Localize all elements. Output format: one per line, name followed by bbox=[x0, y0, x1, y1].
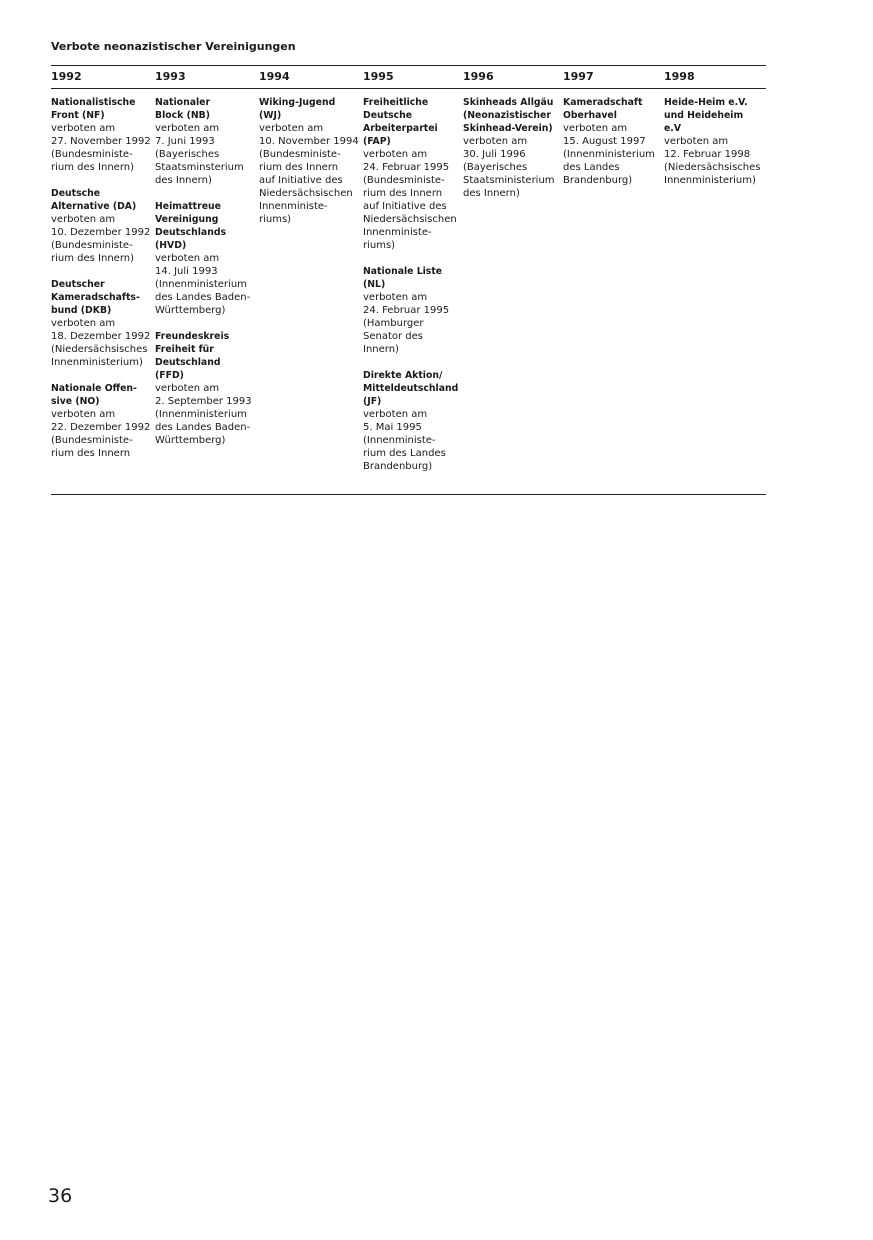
organization-name: Nationale Offen- sive (NO) bbox=[51, 383, 137, 407]
ban-details: verboten am 10. November 1994 (Bundesministe- rium des Innern auf Initiative des Niedersächsischen Innenministe- riums) bbox=[259, 123, 359, 225]
ban-details: verboten am 27. November 1992 (Bundesministe- rium des Innern) bbox=[51, 123, 151, 173]
year-column-1998 bbox=[664, 96, 766, 473]
organization-name: Heimattreue Vereinigung Deutschlands (HVD) bbox=[155, 201, 227, 251]
ban-entry bbox=[463, 96, 563, 200]
ban-entry bbox=[363, 265, 463, 356]
year-header: 1998 bbox=[664, 70, 695, 83]
ban-details: verboten am 22. Dezember 1992 (Bundesministe- rium des Innern bbox=[51, 409, 151, 459]
year-header-row bbox=[51, 70, 766, 83]
year-header: 1996 bbox=[463, 70, 494, 83]
ban-details: verboten am 7. Juni 1993 (Bayerisches Staatsminsterium des Innern) bbox=[155, 123, 244, 186]
ban-entry bbox=[664, 96, 766, 187]
year-column-1995 bbox=[363, 96, 463, 473]
organization-name: Deutsche Alternative (DA) bbox=[51, 188, 137, 212]
ban-details: verboten am 30. Juli 1996 (Bayerisches Staatsministerium des Innern) bbox=[463, 136, 555, 199]
organization-name: Kameradschaft Oberhavel bbox=[563, 97, 643, 121]
table-top-rule bbox=[51, 65, 766, 66]
year-header: 1995 bbox=[363, 70, 394, 83]
ban-details: verboten am 15. August 1997 (Innenministerium des Landes Brandenburg) bbox=[563, 123, 655, 186]
ban-entry bbox=[155, 96, 259, 187]
year-header: 1992 bbox=[51, 70, 82, 83]
organization-name: Deutscher Kameradschafts- bund (DKB) bbox=[51, 279, 140, 316]
year-header: 1993 bbox=[155, 70, 186, 83]
year-header: 1997 bbox=[563, 70, 594, 83]
organization-name: Wiking-Jugend (WJ) bbox=[259, 97, 336, 121]
ban-entry bbox=[155, 200, 259, 317]
year-column-1997 bbox=[563, 96, 664, 473]
ban-entry bbox=[51, 382, 155, 460]
ban-details: verboten am 12. Februar 1998 (Niedersächsisches Innenministerium) bbox=[664, 136, 761, 186]
ban-details: verboten am 10. Dezember 1992 (Bundesministe- rium des Innern) bbox=[51, 214, 151, 264]
organization-name: Freundeskreis Freiheit für Deutschland (FFD) bbox=[155, 331, 230, 381]
ban-details: verboten am 5. Mai 1995 (Innenministe- rium des Landes Brandenburg) bbox=[363, 409, 446, 472]
ban-entry bbox=[155, 330, 259, 447]
ban-table-body bbox=[51, 96, 766, 473]
year-header: 1994 bbox=[259, 70, 290, 83]
organization-name: Direkte Aktion/ Mitteldeutschland (JF) bbox=[363, 370, 459, 407]
ban-entry bbox=[363, 96, 463, 252]
ban-entry bbox=[51, 96, 155, 174]
year-column-1993 bbox=[155, 96, 259, 473]
header-rule bbox=[51, 88, 766, 89]
organization-name: Skinheads Allgäu (Neonazistischer Skinhead-Verein) bbox=[463, 97, 554, 134]
organization-name: Nationaler Block (NB) bbox=[155, 97, 211, 121]
organization-name: Freiheitliche Deutsche Arbeiterpartei (FAP) bbox=[363, 97, 438, 147]
ban-details: verboten am 18. Dezember 1992 (Niedersächsisches Innenministerium) bbox=[51, 318, 151, 368]
organization-name: Nationale Liste (NL) bbox=[363, 266, 443, 290]
ban-entry bbox=[259, 96, 363, 226]
year-column-1996 bbox=[463, 96, 563, 473]
ban-entry bbox=[51, 187, 155, 265]
page-number: 36 bbox=[48, 1185, 73, 1207]
ban-entry bbox=[563, 96, 664, 187]
ban-entry bbox=[51, 278, 155, 369]
year-column-1992 bbox=[51, 96, 155, 473]
ban-entry bbox=[363, 369, 463, 473]
ban-details: verboten am 14. Juli 1993 (Innenministerium des Landes Baden- Württemberg) bbox=[155, 253, 251, 316]
year-column-1994 bbox=[259, 96, 363, 473]
ban-details: verboten am 2. September 1993 (Innenministerium des Landes Baden- Württemberg) bbox=[155, 383, 252, 446]
ban-details: verboten am 24. Februar 1995 (Bundesministe- rium des Innern auf Initiative des Niedersächsischen Innenministe- riums) bbox=[363, 149, 457, 251]
ban-details: verboten am 24. Februar 1995 (Hamburger Senator des Innern) bbox=[363, 292, 450, 355]
organization-name: Heide-Heim e.V. und Heideheim e.V bbox=[664, 97, 748, 134]
organization-name: Nationalistische Front (NF) bbox=[51, 97, 136, 121]
page-title: Verbote neonazistischer Vereinigungen bbox=[51, 40, 296, 53]
table-bottom-rule bbox=[51, 494, 766, 495]
